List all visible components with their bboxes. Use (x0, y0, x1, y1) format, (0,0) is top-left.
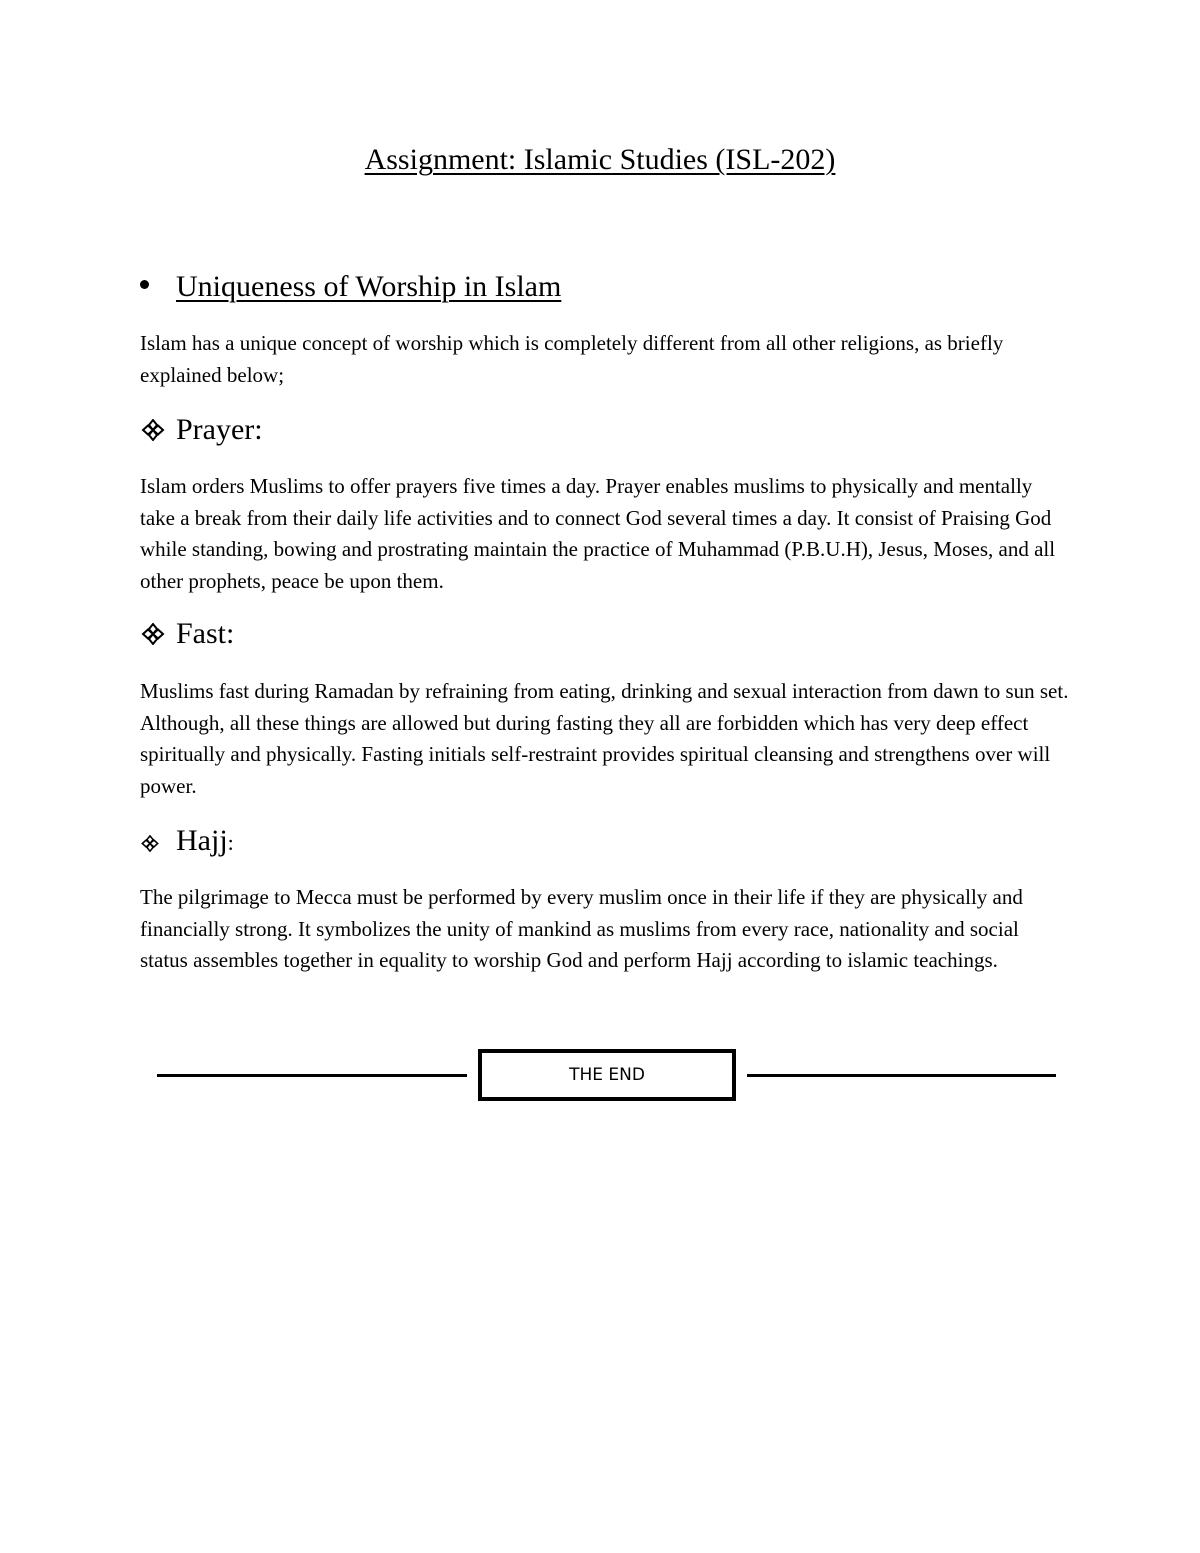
hajj-heading-colon: : (227, 830, 234, 855)
end-label: THE END (569, 1065, 645, 1085)
end-box (478, 1049, 736, 1101)
four-diamond-bullet-icon (140, 623, 166, 645)
fast-heading-text: Fast: (176, 617, 235, 650)
prayer-paragraph: Islam orders Muslims to offer prayers five times a day. Prayer enables muslims to physically and mentally take a break from their daily life activities and to connect God several times a day. It consist of Praising God while standing, bowing and prostrating maintain the practice of Muhammad (P.B.U.H), Jesus, Moses, and all other prophets, peace be upon them. (140, 474, 1056, 593)
subsection-heading-fast (140, 617, 234, 651)
subsection-heading-hajj (140, 824, 234, 858)
four-diamond-bullet-icon (140, 419, 166, 441)
intro-paragraph: Islam has a unique concept of worship which is completely different from all other religions, as briefly explained below; (140, 331, 1004, 387)
four-diamond-bullet-icon (140, 835, 160, 852)
prayer-heading-text: Prayer: (176, 413, 263, 446)
hajj-heading-text: Hajj (176, 824, 228, 857)
document-title: Assignment: Islamic Studies (ISL-202) (364, 143, 836, 176)
subsection-heading-prayer (140, 413, 263, 447)
section-heading: Uniqueness of Worship in Islam (176, 270, 562, 303)
end-divider-left (157, 1074, 467, 1077)
section-heading-row (140, 270, 561, 304)
end-divider-right (747, 1074, 1056, 1077)
hajj-paragraph: The pilgrimage to Mecca must be performed by every muslim once in their life if they are physically and financially strong. It symbolizes the unity of mankind as muslims from every race, nationality and social status assembles together in equality to worship God and perform Hajj according to islamic teachings. (140, 885, 1023, 972)
bullet-dot-icon (140, 280, 149, 289)
fast-paragraph: Muslims fast during Ramadan by refraining from eating, drinking and sexual interaction from dawn to sun set. Although, all these things are allowed but during fasting they all are forbidden which has very deep effect spiritually and physically. Fasting initials self-restraint provides spiritual cleansing and strengthens over will power. (140, 679, 1069, 798)
